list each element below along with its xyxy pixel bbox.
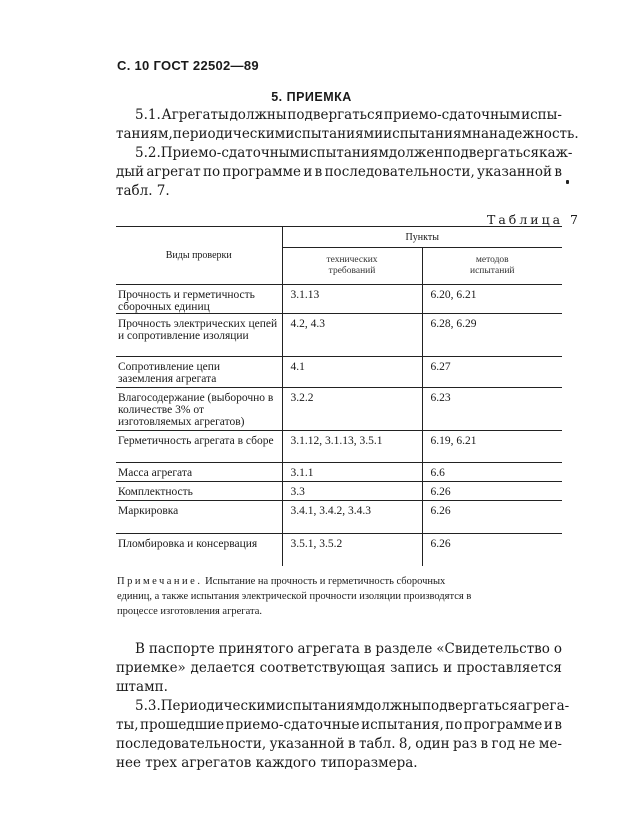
test-method-cell: 6.27 <box>430 361 451 373</box>
tech-req-cell: 3.1.1 <box>282 463 422 482</box>
tech-req-cell: 3.4.1, 3.4.2, 3.4.3 <box>282 501 422 534</box>
section-title: 5. ПРИЕМКА <box>271 90 352 104</box>
table-row <box>116 534 562 566</box>
para-line: ты, прошедшие приемо-сдаточные испытания, по программе и в <box>116 717 562 733</box>
note-text: Испытание на прочность и герметичность сборочных <box>202 576 446 587</box>
para-line: 5.1. Агрегаты должны подвергаться приемо-сдаточным испы- <box>135 107 562 123</box>
inspection-name-cell: Комплектность <box>116 482 282 501</box>
inspection-name-cell: Маркировка <box>116 501 282 534</box>
table-row <box>116 314 562 357</box>
note-line: процессе изготовления агрегата. <box>117 606 263 617</box>
test-method-cell: 6.26 <box>430 486 451 498</box>
para-line: дый агрегат по программе и в последовательности, указанной в <box>116 164 562 180</box>
stray-mark <box>566 180 569 184</box>
table-row <box>116 482 562 501</box>
col-header-clauses: Пункты <box>282 227 562 248</box>
para-line: штамп. <box>116 679 168 695</box>
test-method-cell: 6.26 <box>430 505 451 517</box>
tech-req-cell: 4.1 <box>282 357 422 388</box>
col-header-inspection-type: Виды проверки <box>116 227 282 285</box>
tech-req-cell: 3.2.2 <box>282 388 422 431</box>
tech-req-cell: 3.1.12, 3.1.13, 3.5.1 <box>282 431 422 463</box>
para-line: нее трех агрегатов каждого типоразмера. <box>116 755 418 771</box>
test-method-cell: 6.28, 6.29 <box>430 318 477 330</box>
note-line: единиц, а также испытания электрической прочности изоляции производятся в <box>117 591 472 602</box>
note-label: Примечание. <box>117 576 203 587</box>
test-method-cell: 6.26 <box>430 538 451 550</box>
inspection-table <box>116 226 562 566</box>
para-line: таниям, периодическим испытаниям и испытаниям на надежность. <box>116 126 579 142</box>
table-note <box>117 576 562 587</box>
col-header-tech-req: технических требований <box>282 248 422 285</box>
para-line: В паспорте принятого агрегата в разделе «Свидетельство о <box>135 641 562 657</box>
para-line: 5.3. Периодическим испытаниям должны подвергаться агрега- <box>135 698 570 714</box>
tech-req-cell: 3.1.13 <box>282 285 422 314</box>
inspection-name-cell: Пломбировка и консервация <box>116 534 282 566</box>
inspection-name-cell: Масса агрегата <box>116 463 282 482</box>
para-line: приемке» делается соответствующая запись и проставляется <box>116 660 562 676</box>
inspection-name-cell: Герметичность агрегата в сборе <box>116 431 282 463</box>
para-line: табл. 7. <box>116 183 170 199</box>
table-row <box>116 285 562 314</box>
inspection-name-cell: Прочность электрических цепей и сопротивление изоляции <box>116 314 282 357</box>
test-method-cell: 6.23 <box>430 392 451 404</box>
test-method-cell: 6.6 <box>430 467 445 479</box>
page-header: С. 10 ГОСТ 22502—89 <box>117 58 259 73</box>
test-method-cell: 6.20, 6.21 <box>430 289 477 301</box>
table-row <box>116 357 562 388</box>
table-row <box>116 388 562 431</box>
test-method-cell: 6.19, 6.21 <box>430 435 477 447</box>
inspection-name-cell: Влагосодержание (выборочно в количестве 3% от изготовляемых агрегатов) <box>116 388 282 431</box>
col-header-test-methods: методов испытаний <box>422 248 562 285</box>
tech-req-cell: 4.2, 4.3 <box>282 314 422 357</box>
inspection-name-cell: Сопротивление цепи заземления агрегата <box>116 357 282 388</box>
para-line: последовательности, указанной в табл. 8, один раз в год не ме- <box>116 736 562 752</box>
tech-req-cell: 3.3 <box>282 482 422 501</box>
table-caption: Таблица 7 <box>487 212 582 227</box>
table-row <box>116 501 562 534</box>
inspection-name-cell: Прочность и герметичность сборочных единиц <box>116 285 282 314</box>
tech-req-cell: 3.5.1, 3.5.2 <box>282 534 422 566</box>
table-row <box>116 463 562 482</box>
table-row <box>116 431 562 463</box>
para-line: 5.2. Приемо-сдаточным испытаниям должен подвергаться каж- <box>135 145 573 161</box>
